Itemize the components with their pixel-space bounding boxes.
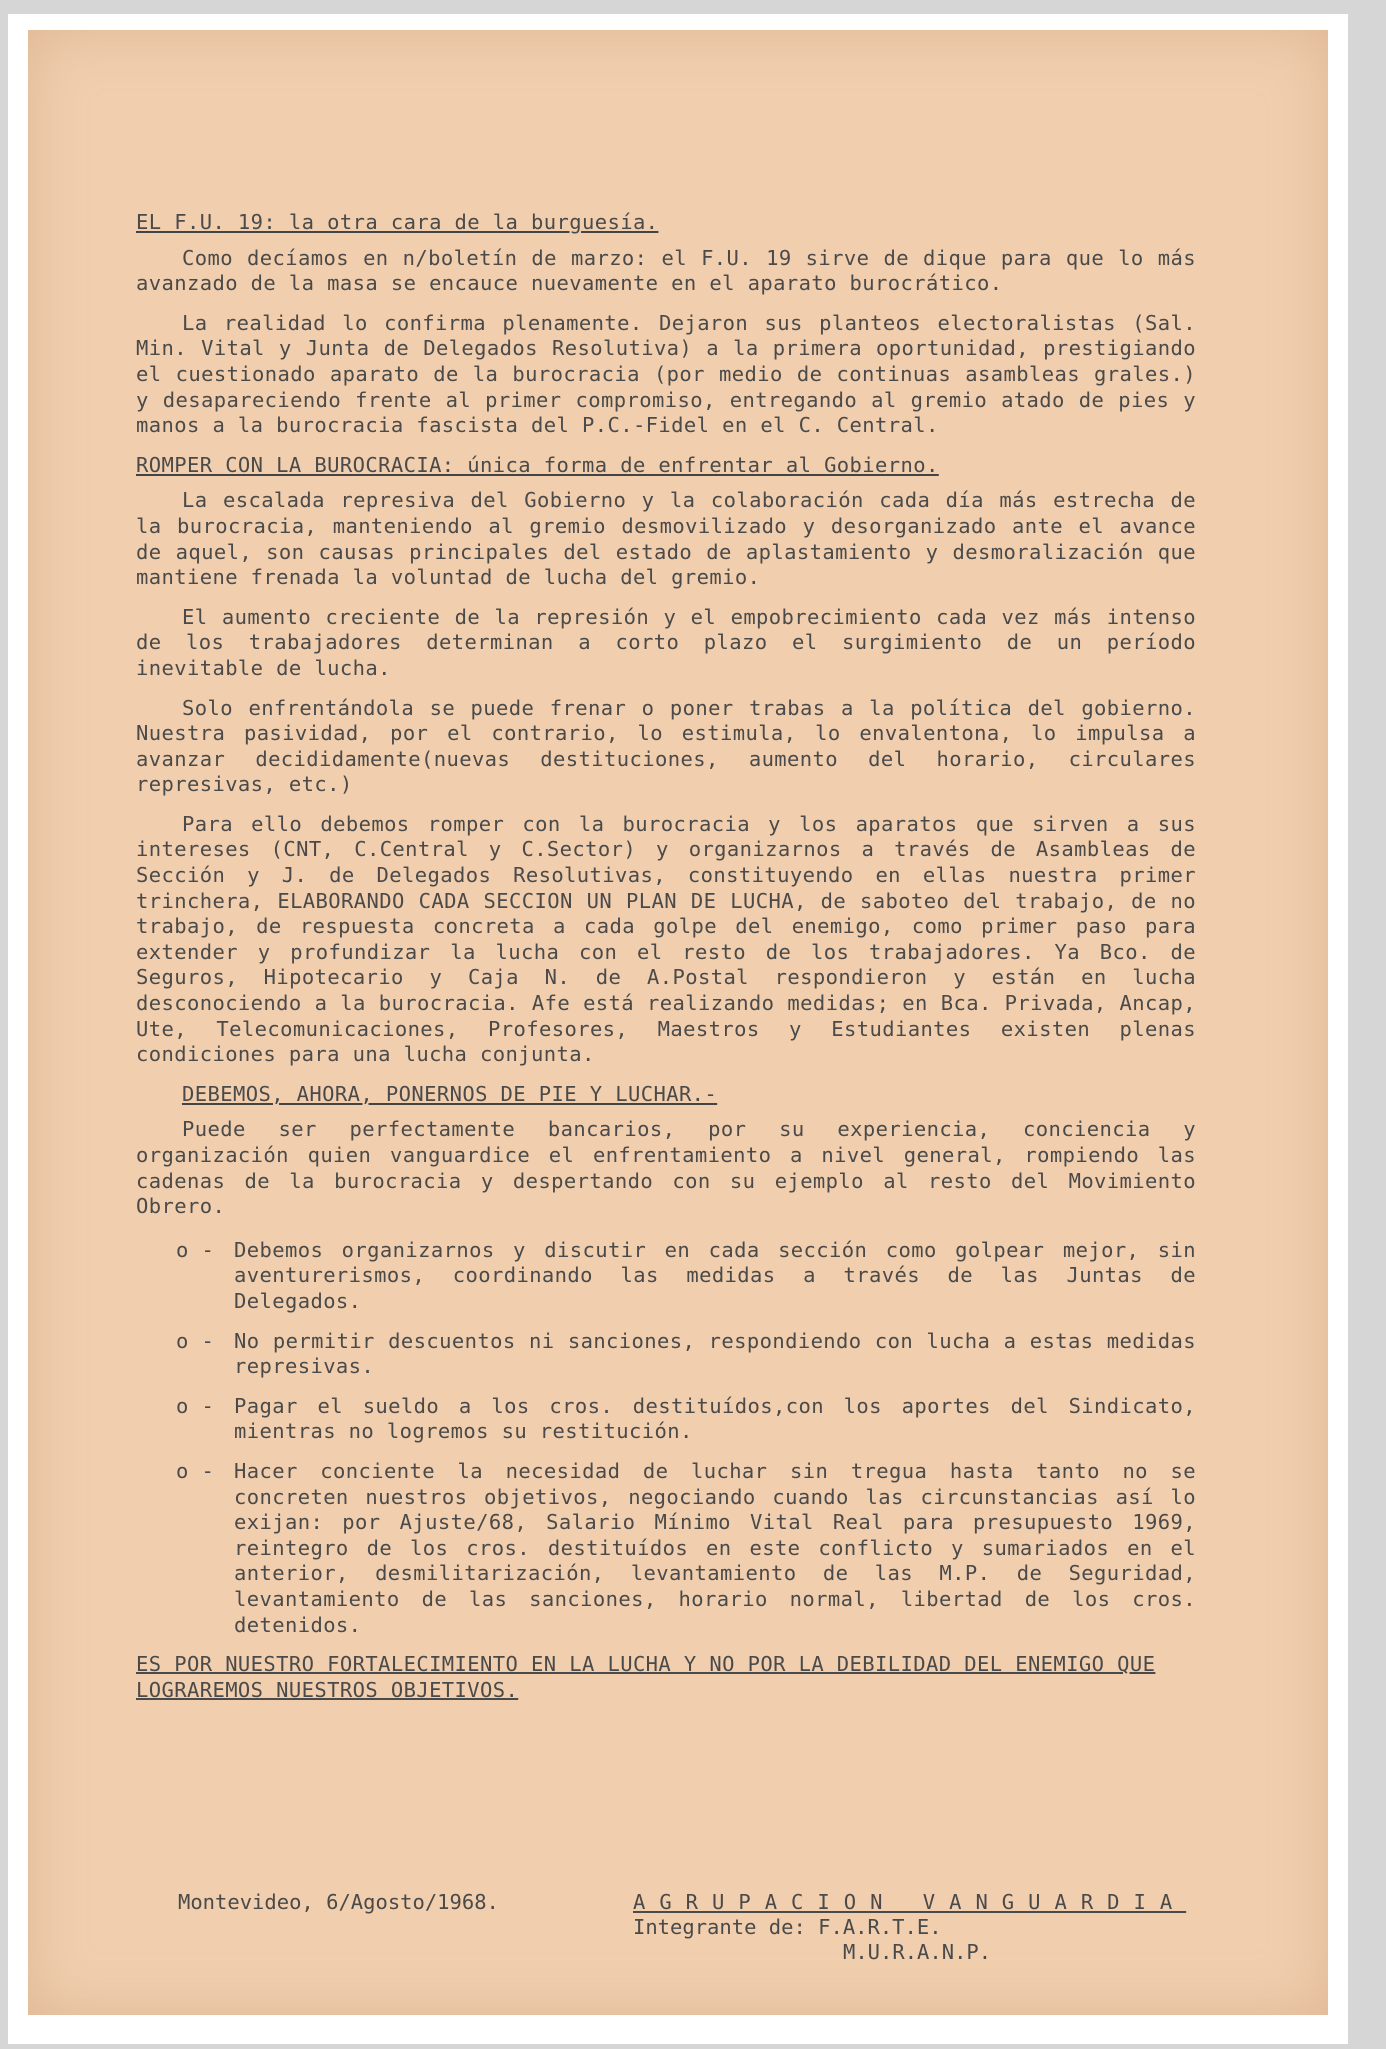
list-item-text: No permitir descuentos ni sanciones, respondiendo con lucha a estas medidas represivas. bbox=[234, 1328, 1196, 1379]
list-item bbox=[136, 1394, 1196, 1445]
action-list bbox=[136, 1238, 1196, 1638]
paragraph-6: Para ello debemos romper con la burocracia y los aparatos que sirven a sus intereses (CNT, C.Central y C.Sector) y organizarnos a través de Asambleas de Sección y J. de Delegados Resolutivas, constituyendo en ellas nuestra primer trinchera, ELABORANDO CADA SECCION UN PLAN DE LUCHA, de saboteo del trabajo, de no trabajo, de respuesta concreta a cada golpe del enemigo, como primer paso para extender y profundizar la lucha con el resto de los trabajadores. Ya Bco. de Seguros, Hipotecario y Caja N. de A.Postal respondieron y están en lucha desconociendo a la burocracia. Afe está realizando medidas; en Bca. Privada, Ancap, Ute, Telecomunicaciones, Profesores, Maestros y Estudiantes existen plenas condiciones para una lucha conjunta. bbox=[136, 811, 1196, 1067]
list-item bbox=[136, 1238, 1196, 1315]
list-bullet: o - bbox=[176, 1237, 215, 1262]
list-item bbox=[136, 1329, 1196, 1380]
place-date: Montevideo, 6/Agosto/1968. bbox=[178, 1890, 499, 1914]
paragraph-3: La escalada represiva del Gobierno y la colaboración cada día más estrecha de la burocracia, manteniendo al gremio desmovilizado y desorganizado ante el avance de aquel, son causas principales del estado de aplastamiento y desmoralización que mantiene frenada la voluntad de lucha del gremio. bbox=[136, 488, 1196, 590]
list-bullet: o - bbox=[176, 1393, 215, 1418]
list-item-text: Pagar el sueldo a los cros. destituídos,con los aportes del Sindicato, mientras no logremos su restitución. bbox=[234, 1393, 1196, 1444]
list-item-text: Hacer conciente la necesidad de luchar sin tregua hasta tanto no se concreten nuestros objetivos, negociando cuando las circunstancias así lo exijan: por Ajuste/68, Salario Mínimo Vital Real para presupuesto 1969, reintegro de los cros. destituídos en este conflicto y sumariados en el anterior, desmilitarización, levantamiento de las M.P. de Seguridad, levantamiento de las sanciones, horario normal, libertad de los cros. detenidos. bbox=[234, 1458, 1196, 1637]
member-of-2: M.U.R.A.N.P. bbox=[843, 1940, 992, 1964]
paragraph-7: Puede ser perfectamente bancarios, por su experiencia, conciencia y organización quien vanguardice el enfrentamiento a nivel general, rompiendo las cadenas de la burocracia y despertando con su ejemplo al resto del Movimiento Obrero. bbox=[136, 1117, 1196, 1219]
document-body bbox=[136, 210, 1196, 1703]
paragraph-5: Solo enfrentándola se puede frenar o poner trabas a la política del gobierno. Nuestra pasividad, por el contrario, lo estimula, lo envalentona, lo impulsa a avanzar decididamente(nuevas destituciones, aumento del horario, circulares represivas, etc.) bbox=[136, 695, 1196, 797]
section-heading-romper: ROMPER CON LA BUROCRACIA: única forma de enfrentar al Gobierno. bbox=[136, 452, 939, 477]
list-bullet: o - bbox=[176, 1458, 215, 1483]
paragraph-2: La realidad lo confirma plenamente. Dejaron sus planteos electoralistas (Sal. Min. Vital y Junta de Delegados Resolutiva) a la primera oportunidad, prestigiando el cuestionado aparato de la burocracia (por medio de continuas asambleas grales.) y desapareciendo frente al primer compromiso, entregando al gremio atado de pies y manos a la burocracia fascista del P.C.-Fidel en el C. Central. bbox=[136, 310, 1196, 438]
organization-name: AGRUPACION VANGUARDIA bbox=[633, 1890, 1187, 1914]
section-heading-debemos: DEBEMOS, AHORA, PONERNOS DE PIE Y LUCHAR.- bbox=[182, 1081, 718, 1106]
document-page bbox=[28, 30, 1328, 2015]
paragraph-1: Como decíamos en n/boletín de marzo: el F.U. 19 sirve de dique para que lo más avanzado de la masa se encauce nuevamente en el aparato burocrático. bbox=[136, 245, 1196, 296]
list-item-text: Debemos organizarnos y discutir en cada sección como golpear mejor, sin aventurerismos, coordinando las medidas a través de las Juntas de Delegados. bbox=[234, 1237, 1196, 1313]
closing-statement: ES POR NUESTRO FORTALECIMIENTO EN LA LUCHA Y NO POR LA DEBILIDAD DEL ENEMIGO QUE LOGRAREMOS NUESTROS OBJETIVOS. bbox=[136, 1652, 1156, 1702]
list-bullet: o - bbox=[176, 1328, 215, 1353]
document-title: EL F.U. 19: la otra cara de la burguesía. bbox=[136, 210, 659, 234]
paragraph-4: El aumento creciente de la represión y el empobrecimiento cada vez más intenso de los trabajadores determinan a corto plazo el surgimiento de un período inevitable de lucha. bbox=[136, 604, 1196, 680]
member-of: Integrante de: F.A.R.T.E. bbox=[633, 1915, 942, 1939]
list-item bbox=[136, 1459, 1196, 1638]
